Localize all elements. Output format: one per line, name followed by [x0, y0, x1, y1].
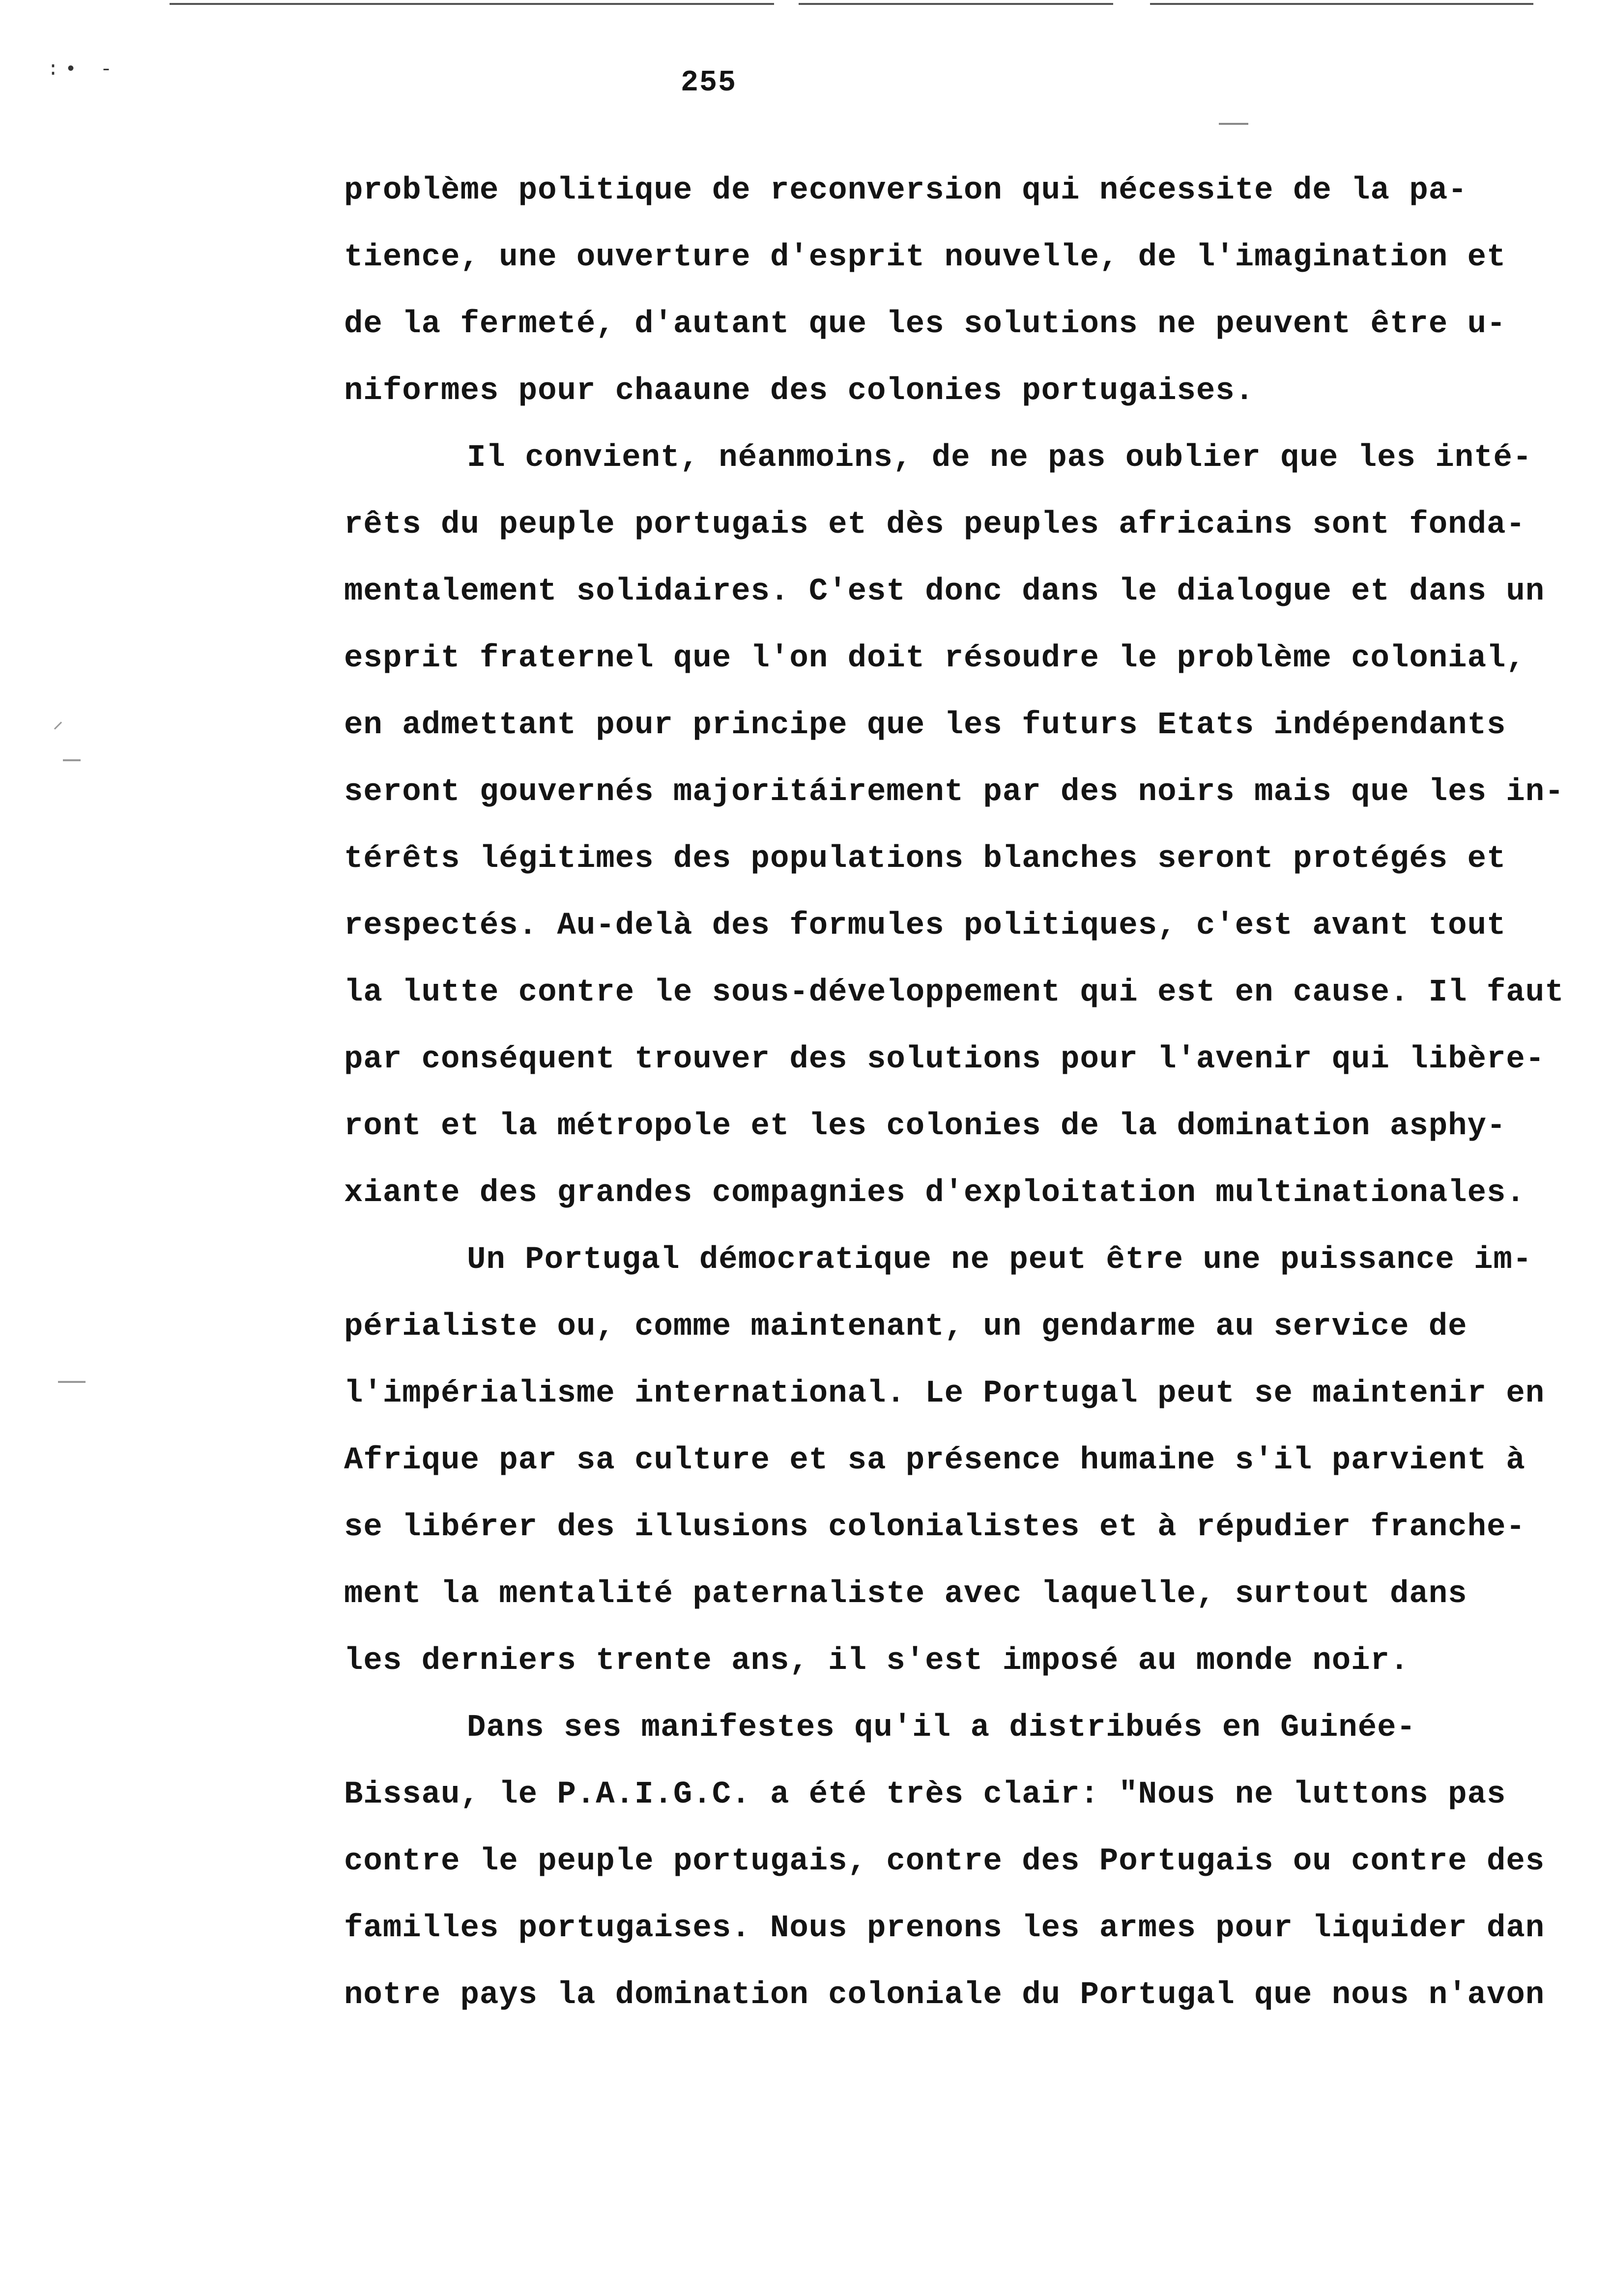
- text-line: contre le peuple portugais, contre des Portugais ou contre des: [344, 1844, 1545, 1879]
- text-line: de la fermeté, d'autant que les solutions ne peuvent être u-: [344, 307, 1506, 342]
- text-line: par conséquent trouver des solutions pour l'avenir qui libère-: [344, 1042, 1545, 1077]
- text-line: esprit fraternel que l'on doit résoudre le problème colonial,: [344, 641, 1526, 676]
- paragraph-start-line: Un Portugal démocratique ne peut être une puissance im-: [467, 1242, 1532, 1278]
- scan-edge-rule: [799, 3, 1113, 5]
- scan-speck: [63, 759, 81, 761]
- scan-edge-rule: [170, 3, 774, 5]
- text-line: en admettant pour principe que les futurs Etats indépendants: [344, 708, 1506, 743]
- typewritten-body: [344, 157, 1602, 2029]
- scan-speck: [54, 721, 62, 729]
- text-line: notre pays la domination coloniale du Portugal que nous n'avon: [344, 1978, 1545, 2013]
- text-line: familles portugaises. Nous prenons les armes pour liquider dan: [344, 1911, 1545, 1946]
- text-line: xiante des grandes compagnies d'exploitation multinationales.: [344, 1176, 1526, 1211]
- text-line: mentalement solidaires. C'est donc dans le dialogue et dans un: [344, 574, 1545, 609]
- scan-edge-rule: [1150, 3, 1533, 5]
- text-line: Afrique par sa culture et sa présence humaine s'il parvient à: [344, 1443, 1526, 1478]
- page-number: 255: [681, 66, 737, 100]
- text-line: Bissau, le P.A.I.G.C. a été très clair: "Nous ne luttons pas: [344, 1777, 1506, 1812]
- paragraph-start-line: Il convient, néanmoins, de ne pas oublier que les inté-: [467, 440, 1532, 476]
- corner-scan-marks: :• -: [47, 59, 118, 81]
- text-line: la lutte contre le sous-développement qui est en cause. Il faut: [344, 975, 1564, 1010]
- text-line: les derniers trente ans, il s'est imposé au monde noir.: [344, 1643, 1410, 1679]
- text-line: périaliste ou, comme maintenant, un gendarme au service de: [344, 1309, 1468, 1345]
- text-line: tience, une ouverture d'esprit nouvelle, de l'imagination et: [344, 240, 1506, 275]
- scan-speck: [1219, 123, 1248, 125]
- text-line: respectés. Au-delà des formules politiques, c'est avant tout: [344, 908, 1506, 944]
- text-line: seront gouvernés majoritáirement par des noirs mais que les in-: [344, 775, 1564, 810]
- text-line: rêts du peuple portugais et dès peuples africains sont fonda-: [344, 507, 1526, 543]
- text-line: l'impérialisme international. Le Portugal peut se maintenir en: [344, 1376, 1545, 1411]
- scan-speck: [58, 1381, 86, 1383]
- text-line: ront et la métropole et les colonies de la domination asphy-: [344, 1109, 1506, 1144]
- text-line: ment la mentalité paternaliste avec laquelle, surtout dans: [344, 1577, 1468, 1612]
- text-line: niformes pour chaaune des colonies portugaises.: [344, 373, 1255, 409]
- text-line: térêts légitimes des populations blanches seront protégés et: [344, 841, 1506, 877]
- text-line: se libérer des illusions colonialistes et à répudier franche-: [344, 1510, 1526, 1545]
- text-line: problème politique de reconversion qui nécessite de la pa-: [344, 173, 1468, 208]
- paragraph-start-line: Dans ses manifestes qu'il a distribués en Guinée-: [467, 1710, 1416, 1746]
